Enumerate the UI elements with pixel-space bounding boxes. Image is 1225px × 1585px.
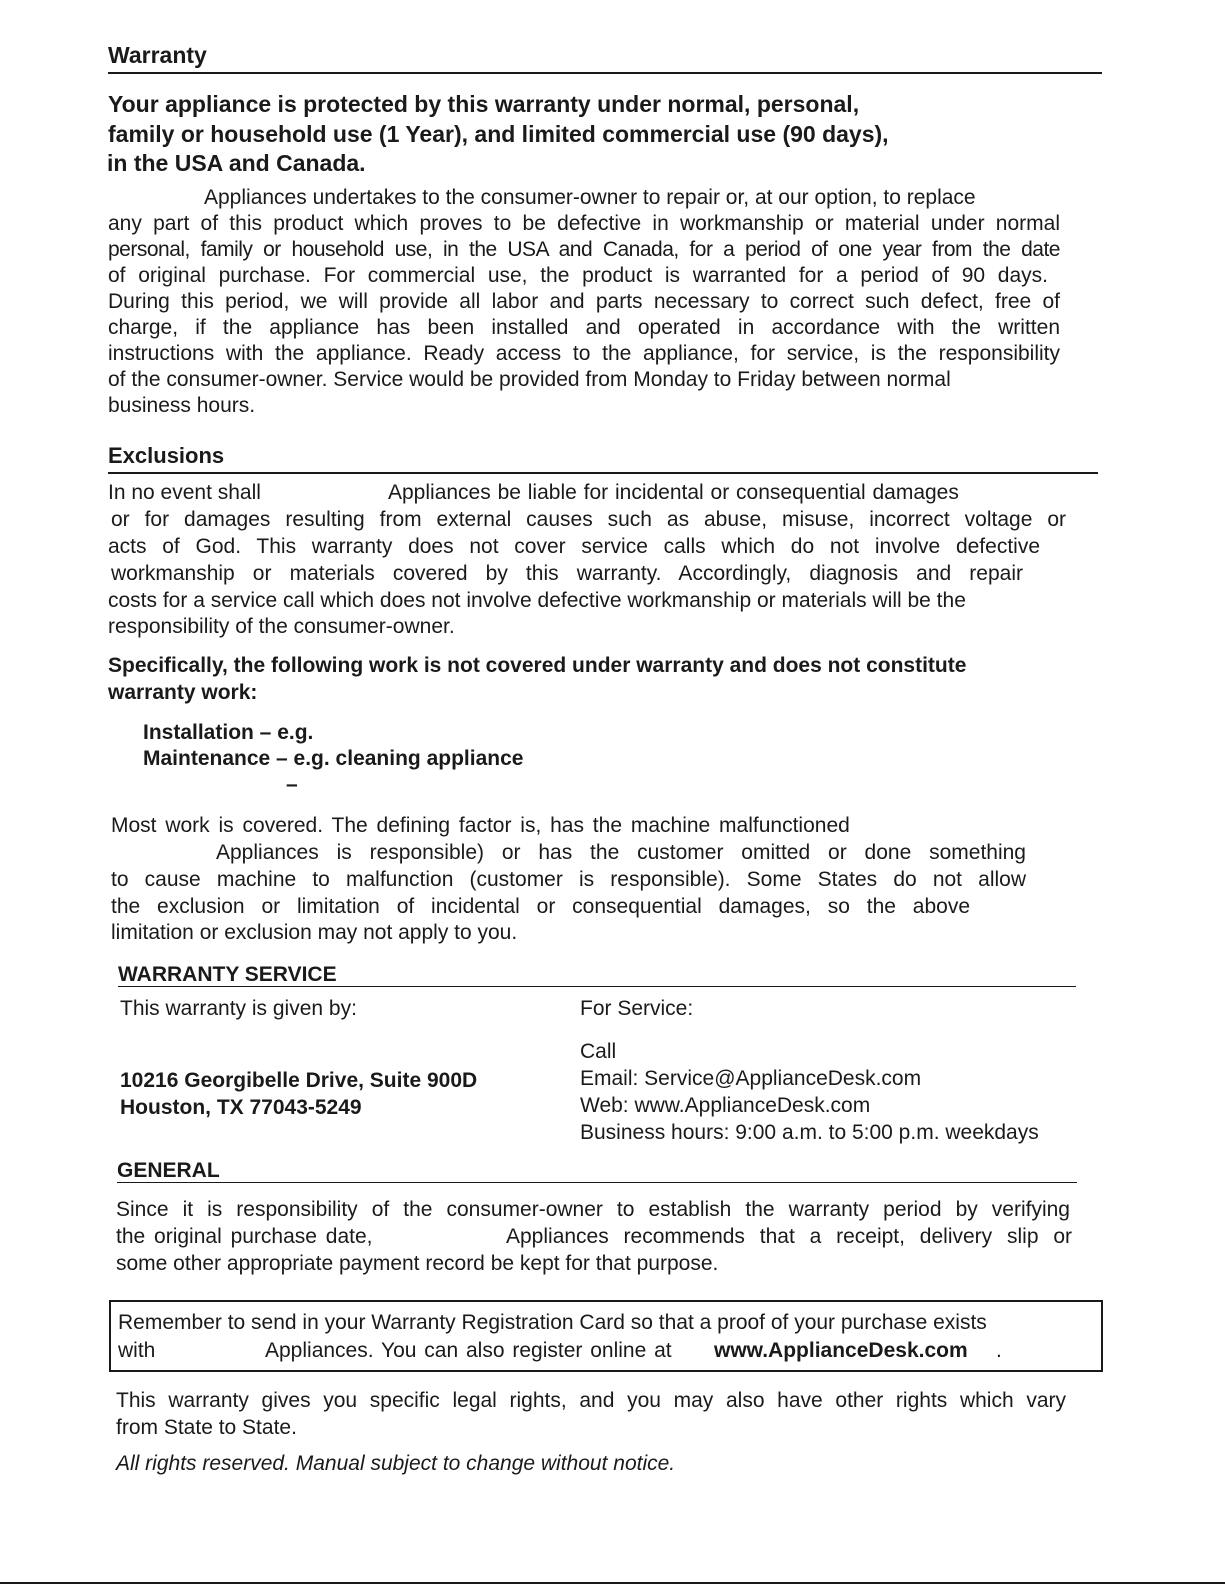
warranty-heading: Warranty (108, 42, 207, 68)
warranty-body-line: business hours. (108, 394, 256, 417)
reminder-line-2: Appliances. You can also register online at (265, 1339, 672, 1362)
warranty-body-line: During this period, we will provide all labor and parts necessary to correct such defect, free of (108, 290, 1060, 313)
general-body-line: Since it is responsibility of the consumer-owner to establish the warranty period by verifying (116, 1198, 1070, 1221)
warranty-service-heading: WARRANTY SERVICE (118, 963, 337, 986)
for-service-label: For Service: (580, 997, 694, 1020)
warranty-body-line: any part of this product which proves to be defective in workmanship or material under normal (108, 212, 1060, 235)
service-web[interactable]: Web: www.ApplianceDesk.com (580, 1094, 871, 1117)
warranty-lead-line-1: Your appliance is protected by this warranty under normal, personal, (108, 91, 860, 117)
exclusions-body-line: workmanship or materials covered by this warranty. Accordingly, diagnosis and repair (111, 562, 1023, 585)
legal-line-1: This warranty gives you specific legal rights, and you may also have other rights which vary (116, 1389, 1066, 1412)
general-heading: GENERAL (117, 1159, 220, 1182)
address-line-1: 10216 Georgibelle Drive, Suite 900D (120, 1069, 478, 1092)
not-covered-item: Installation – e.g. (143, 721, 314, 744)
service-hours: Business hours: 9:00 a.m. to 5:00 p.m. weekdays (580, 1121, 1039, 1144)
exclusions-body-line: or for damages resulting from external causes such as abuse, misuse, incorrect voltage or (111, 508, 1066, 531)
reminder-with: with (118, 1339, 156, 1362)
exclusions-body-line: In no event shall (108, 481, 261, 504)
reminder-line-1: Remember to send in your Warranty Registration Card so that a proof of your purchase exists (118, 1311, 987, 1334)
coverage-line: limitation or exclusion may not apply to you. (111, 921, 518, 944)
address-line-2: Houston, TX 77043-5249 (120, 1096, 362, 1119)
service-email[interactable]: Email: Service@ApplianceDesk.com (580, 1067, 922, 1090)
warranty-service-rule (118, 986, 1076, 987)
given-by-label: This warranty is given by: (120, 997, 357, 1020)
warranty-heading-rule (108, 72, 1102, 74)
warranty-lead-line-2: family or household use (1 Year), and limited commercial use (90 days), (108, 121, 889, 147)
not-covered-item: Maintenance – e.g. cleaning appliance (143, 747, 524, 770)
coverage-line: Most work is covered. The defining factor is, has the machine malfunctioned (111, 814, 850, 837)
legal-line-2: from State to State. (116, 1416, 297, 1439)
warranty-body-line: charge, if the appliance has been installed and operated in accordance with the written (108, 316, 1060, 339)
not-covered-item: – (286, 773, 298, 796)
warranty-body-line: instructions with the appliance. Ready access to the appliance, for service, is the responsibility (108, 342, 1060, 365)
specifically-line-2: warranty work: (108, 681, 258, 704)
exclusions-body-line: acts of God. This warranty does not cover service calls which do not involve defective (108, 535, 1040, 558)
coverage-line: to cause machine to malfunction (customer is responsible). Some States do not allow (111, 868, 1026, 891)
warranty-lead-line-3: in the USA and Canada. (107, 150, 366, 176)
general-rule (117, 1182, 1077, 1183)
reminder-website-link[interactable]: www.ApplianceDesk.com (714, 1339, 968, 1362)
page-bottom-rule (0, 1582, 1225, 1584)
warranty-body-line: of original purchase. For commercial use, the product is warranted for a period of 90 days. (108, 264, 1048, 287)
exclusions-body-line: costs for a service call which does not involve defective workmanship or materials will be the (108, 589, 966, 612)
warranty-body-line: of the consumer-owner. Service would be provided from Monday to Friday between normal (108, 368, 951, 391)
warranty-body-line: personal, family or household use, in the USA and Canada, for a period of one year from the date (108, 238, 1060, 261)
general-body-line: Appliances recommends that a receipt, delivery slip or (506, 1225, 1072, 1248)
exclusions-body-line: responsibility of the consumer-owner. (108, 615, 455, 638)
general-body-line: some other appropriate payment record be kept for that purpose. (116, 1252, 719, 1275)
exclusions-heading: Exclusions (108, 443, 225, 468)
exclusions-heading-rule (108, 472, 1098, 474)
warranty-body-line: Appliances undertakes to the consumer-owner to repair or, at our option, to replace (204, 186, 976, 209)
service-call: Call (580, 1040, 617, 1063)
coverage-line: the exclusion or limitation of incidental or consequential damages, so the above (111, 895, 970, 918)
general-body-line: the original purchase date, (116, 1225, 373, 1248)
exclusions-body-line: Appliances be liable for incidental or consequential damages (388, 481, 959, 504)
reminder-period: . (996, 1339, 1002, 1362)
specifically-line-1: Specifically, the following work is not covered under warranty and does not constitute (108, 654, 967, 677)
rights-reserved: All rights reserved. Manual subject to change without notice. (116, 1452, 676, 1475)
coverage-line: Appliances is responsible) or has the customer omitted or done something (216, 841, 1026, 864)
